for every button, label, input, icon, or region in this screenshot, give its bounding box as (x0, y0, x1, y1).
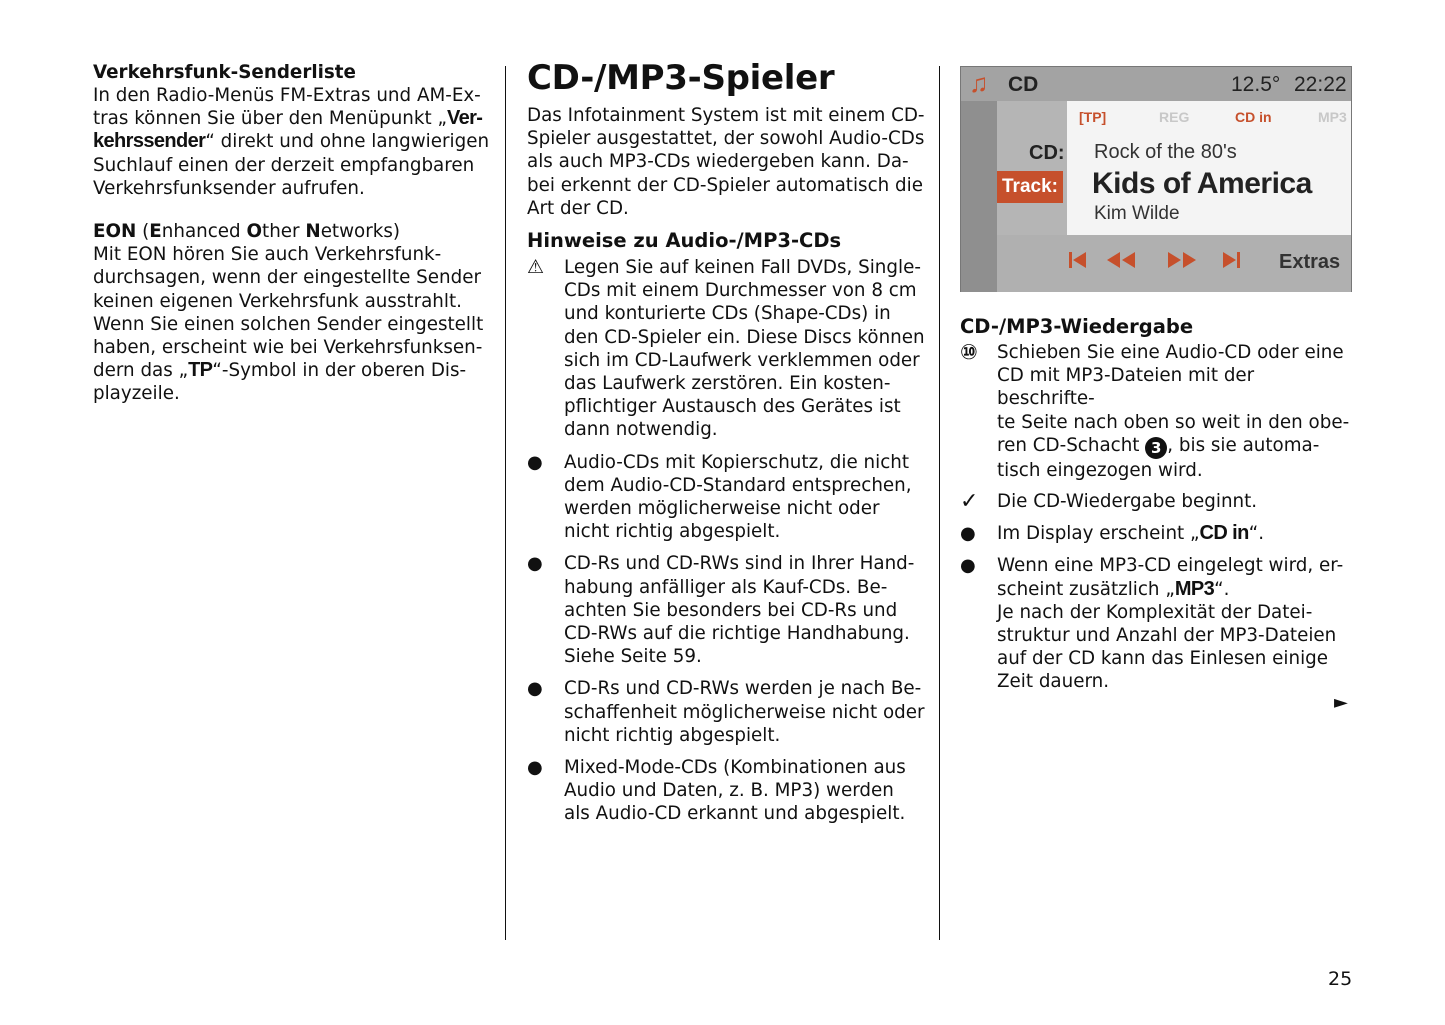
music-note-icon: ♫ (969, 68, 989, 98)
middle-column (527, 58, 927, 835)
album-title: Rock of the 80's (1094, 141, 1237, 163)
next-track-icon[interactable] (1220, 249, 1242, 276)
page-number: 25 (1328, 968, 1353, 990)
menu-item-code: Ver- (446, 107, 483, 130)
list-item: ● Mixed-Mode-CDs (Kombinationen aus Audio und Daten, z. B. MP3) werden als Audio-CD erkannt und abgespielt. (527, 757, 906, 825)
playback-heading: CD-/MP3-Wiedergabe (960, 315, 1194, 338)
warning-icon: ⚠ (527, 256, 545, 279)
heading-traffic-station-list: Verkehrsfunk-Senderliste (93, 62, 356, 83)
tp-symbol: TP (188, 359, 213, 382)
track-title: Kids of America (1092, 167, 1312, 200)
display-source: CD (1008, 73, 1039, 96)
checkmark-icon: ✓ (960, 489, 979, 515)
result-item: ✓ Die CD-Wiedergabe beginnt. (960, 489, 1258, 515)
fast-forward-icon[interactable] (1166, 249, 1198, 276)
bullet-icon: ● (527, 451, 543, 473)
cd-slot-number-icon: 3 (1145, 437, 1167, 459)
display-label-area (997, 101, 1067, 235)
bullet-icon: ● (527, 553, 543, 575)
traffic-list-paragraph: In den Radio-Menüs FM-Extras und AM-Ex- tras können Sie über den Menüpunkt „Ver- kehrssender“ direkt und ohne langwierigen Suchlauf einen der derzeit empfangbaren Verkehrsfunksender aufrufen. (93, 85, 490, 199)
warning-item: ⚠ Legen Sie auf keinen Fall DVDs, Single- CDs mit einem Durchmesser von 8 cm und konturierte CDs (Shape-CDs) in den CD-Spieler ein. Diese Discs können sich im CD-Laufwerk verklemmen oder das Laufwerk zerstören. Ein kosten- pflichtiger Austausch des Gerätes ist dann notwendig. (527, 256, 925, 441)
list-item: ● CD-Rs und CD-RWs sind in Ihrer Hand- habung anfälliger als Kauf-CDs. Be- achten Sie besonders bei CD-Rs und CD-RWs auf die richtige Handhabung. Siehe Seite 59. (527, 553, 915, 668)
eon-heading: EON (Enhanced Other Networks) (93, 221, 400, 243)
step-item: ⑩ Schieben Sie eine Audio-CD oder eine CD mit MP3-Dateien mit der beschrifte- te Seite nach oben so weit in den obe- ren CD-Schacht 3 , bis sie automa- tisch eingezogen wird. (960, 340, 1350, 481)
artist-name: Kim Wilde (1094, 203, 1180, 224)
display-side-strip (961, 101, 997, 292)
eon-paragraph: Mit EON hören Sie auch Verkehrsfunk- durchsagen, wenn der eingestellte Sender keinen eigenen Verkehrsfunk ausstrahlt. Wenn Sie einen solchen Sender eingestellt haben, erscheint wie bei Verkehrsfunksen- dern das „TP“-Symbol in der oberen Dis- playzeile. (93, 244, 484, 405)
eon-expansion: (Enhanced Other Networks) (142, 221, 400, 243)
list-item: ● Im Display erscheint „CD in“. (960, 522, 1265, 545)
right-column (960, 315, 1352, 703)
continue-arrow-icon: ► (1334, 692, 1348, 713)
bullet-icon: ● (960, 555, 976, 577)
step-number-10: ⑩ (960, 340, 978, 364)
infotainment-display (960, 66, 1352, 292)
rewind-icon[interactable] (1105, 249, 1137, 276)
extras-button[interactable]: Extras (1279, 251, 1341, 273)
track-label: Track: (997, 171, 1063, 203)
cd-label: CD: (1029, 142, 1065, 164)
list-item: ● CD-Rs und CD-RWs werden je nach Be- schaffenheit möglicherweise nicht oder nicht richtig abgespielt. (527, 678, 925, 746)
page-title: CD-/MP3-Spieler (527, 58, 835, 98)
notes-subheading: Hinweise zu Audio-/MP3-CDs (527, 229, 842, 253)
flag-tp: [TP] (1079, 109, 1107, 125)
list-item: ● Audio-CDs mit Kopierschutz, die nicht dem Audio-CD-Standard entsprechen, werden möglicherweise nicht oder nicht richtig abgespielt. (527, 451, 912, 543)
display-temperature: 12.5° (1231, 73, 1281, 96)
intro-paragraph: Das Infotainment System ist mit einem CD- Spieler ausgestattet, der sowohl Audio-CDs als auch MP3-CDs wiedergeben kann. Da- bei erkennt der CD-Spieler automatisch die Art der CD. (527, 105, 925, 219)
display-time: 22:22 (1294, 73, 1347, 96)
bullet-icon: ● (527, 757, 543, 779)
flag-reg: REG (1159, 109, 1190, 125)
cd-in-code: CD in (1199, 522, 1249, 545)
left-column (93, 61, 493, 406)
flag-mp3: MP3 (1318, 109, 1347, 125)
previous-track-icon[interactable] (1067, 249, 1089, 276)
flag-cd-in: CD in (1235, 109, 1272, 125)
bullet-icon: ● (527, 678, 543, 700)
mp3-code: MP3 (1174, 577, 1215, 600)
column-divider-left (505, 66, 506, 940)
column-divider-right (939, 66, 940, 940)
bullet-icon: ● (960, 523, 976, 545)
list-item: ● Wenn eine MP3-CD eingelegt wird, er- scheint zusätzlich „MP3“. Je nach der Komplexität der Datei- struktur und Anzahl der MP3-Dateien auf der CD kann das Einlesen einige Zeit dauern. (960, 555, 1344, 693)
